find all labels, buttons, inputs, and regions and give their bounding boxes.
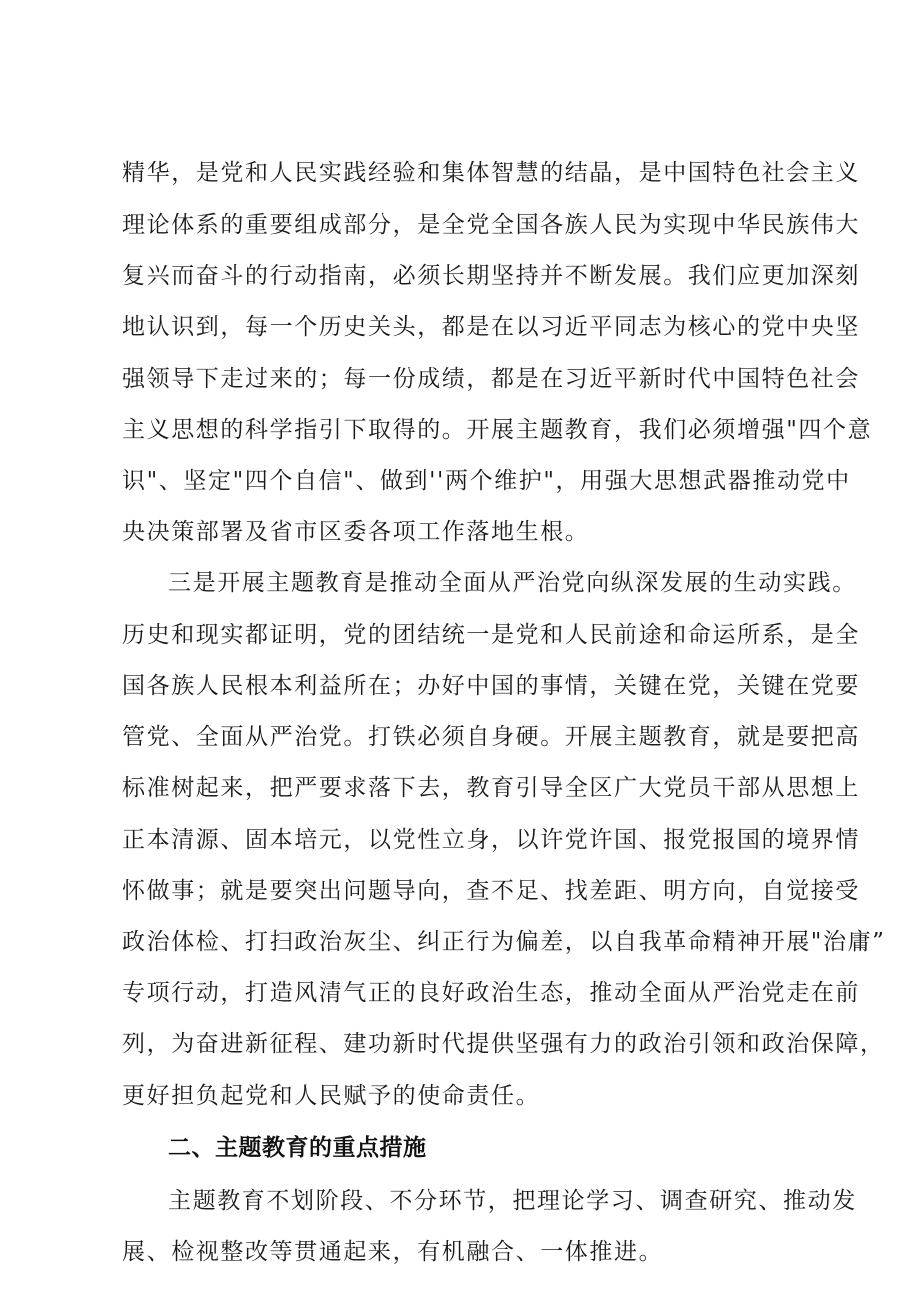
- paragraph-line: 管党、全面从严治党。打铁必须自身硬。开展主题教育，就是要把高: [122, 724, 860, 750]
- paragraph-line: 国各族人民根本利益所在；办好中国的事情，关键在党，关键在党要: [122, 673, 860, 699]
- paragraph-line: 精华，是党和人民实践经验和集体智慧的结晶，是中国特色社会主义: [122, 160, 860, 186]
- paragraph-line: 标准树起来，把严要求落下去，教育引导全区广大党员干部从思想上: [122, 775, 860, 801]
- paragraph-line: 识"、坚定"四个自信"、做到''两个维护"，用强大思想武器推动党中: [122, 468, 851, 494]
- paragraph-line: 怀做事；就是要突出问题导向，查不足、找差距、明方向，自觉接受: [122, 878, 860, 904]
- paragraph-line: 展、检视整改等贯通起来，有机融合、一体推进。: [122, 1239, 664, 1265]
- paragraph-line: 正本清源、固本培元，以党性立身，以许党许国、报党报国的境界情: [122, 827, 860, 853]
- paragraph-line: 历史和现实都证明，党的团结统一是党和人民前途和命运所系，是全: [122, 622, 860, 648]
- paragraph-line: 地认识到，每一个历史关头，都是在以习近平同志为核心的党中央坚: [122, 314, 860, 340]
- paragraph-line: 理论体系的重要组成部分，是全党全国各族人民为实现中华民族伟大: [122, 212, 860, 238]
- paragraph-line: 列，为奋进新征程、建功新时代提供坚强有力的政治引领和政治保障，: [122, 1031, 885, 1057]
- section-heading: 二、主题教育的重点措施: [168, 1135, 427, 1161]
- paragraph-line: 复兴而奋斗的行动指南，必须长期坚持并不断发展。我们应更加深刻: [122, 263, 860, 289]
- paragraph-line: 更好担负起党和人民赋予的使命责任。: [122, 1083, 541, 1109]
- paragraph-line: 主题教育不划阶段、不分环节，把理论学习、调查研究、推动发: [168, 1188, 857, 1214]
- paragraph-line: 政治体检、打扫政治灰尘、纠正行为偏差，以自我革命精神开展"治庸”: [122, 929, 886, 955]
- paragraph-line: 强领导下走过来的；每一份成绩，都是在习近平新时代中国特色社会: [122, 366, 860, 392]
- paragraph-line: 专项行动，打造风清气正的良好政治生态，推动全面从严治党走在前: [122, 980, 860, 1006]
- paragraph-line: 央决策部署及省市区委各项工作落地生根。: [122, 519, 590, 545]
- paragraph-line: 主义思想的科学指引下取得的。开展主题教育，我们必须增强"四个意: [122, 417, 873, 443]
- paragraph-line: 三是开展主题教育是推动全面从严治党向纵深发展的生动实践。: [168, 570, 857, 596]
